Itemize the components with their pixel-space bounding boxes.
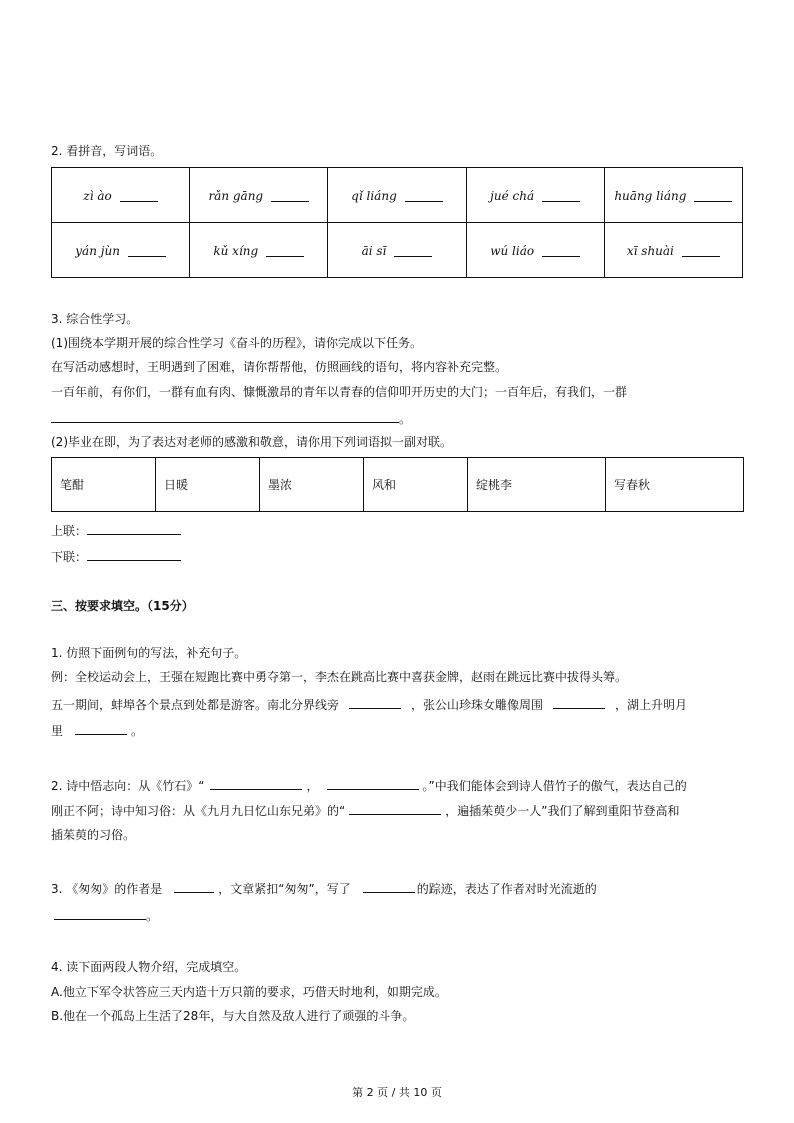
pinyin-text: wú liáo bbox=[490, 244, 535, 258]
q3-paragraph: 一百年前，有你们，一群有血有肉、慷慨激昂的青年以青春的信仰叩开历史的大门；一百年后，有我们，一群 bbox=[51, 385, 628, 399]
answer-blank[interactable] bbox=[553, 696, 605, 709]
text: 。 bbox=[131, 724, 144, 738]
pinyin-cell bbox=[604, 168, 742, 223]
text: 3. 《匆匆》的作者是 bbox=[51, 882, 163, 896]
text: 刚正不阿；诗中知习俗：从《九月九日忆山东兄弟》的“ bbox=[51, 804, 346, 818]
answer-blank[interactable] bbox=[51, 410, 399, 423]
answer-blank[interactable] bbox=[75, 722, 127, 735]
pinyin-text: kǔ xíng bbox=[213, 244, 259, 258]
table-row bbox=[52, 458, 744, 512]
text: ，张公山珍珠女雕像周围 bbox=[411, 698, 544, 712]
s3q2-line bbox=[51, 777, 687, 794]
answer-blank[interactable] bbox=[266, 244, 304, 257]
answer-blank[interactable] bbox=[405, 189, 443, 202]
pinyin-cell bbox=[190, 168, 328, 223]
q3-paragraph: (1)围绕本学期开展的综合性学习《奋斗的历程》，请你完成以下任务。 bbox=[51, 336, 423, 350]
upper-couplet-line bbox=[51, 522, 181, 539]
s3q4-option-b: B.他在一个孤岛上生活了28年，与大自然及敌人进行了顽强的斗争。 bbox=[51, 1009, 415, 1023]
text: ，湖上升明月 bbox=[615, 698, 688, 712]
pinyin-text: qǐ liáng bbox=[351, 189, 397, 203]
answer-blank[interactable] bbox=[542, 244, 580, 257]
answer-blank[interactable] bbox=[87, 522, 181, 535]
upper-couplet-label: 上联： bbox=[51, 524, 88, 538]
answer-blank[interactable] bbox=[542, 189, 580, 202]
q3-title: 3. 综合性学习。 bbox=[51, 312, 139, 326]
lower-couplet-label: 下联： bbox=[51, 550, 88, 564]
answer-blank[interactable] bbox=[128, 244, 166, 257]
answer-blank[interactable] bbox=[210, 777, 302, 790]
text: 。”中我们能体会到诗人借竹子的傲气，表达自己的 bbox=[422, 779, 687, 793]
pinyin-text: zì ào bbox=[83, 189, 112, 203]
pinyin-cell bbox=[604, 223, 742, 278]
pinyin-text: huāng liáng bbox=[614, 189, 687, 203]
pinyin-cell bbox=[190, 223, 328, 278]
pinyin-table bbox=[51, 167, 743, 278]
answer-blank[interactable] bbox=[174, 880, 214, 893]
q2-title: 2. 看拼音，写词语。 bbox=[51, 144, 163, 158]
text: 五一期间，蚌埠各个景点到处都是游客。南北分界线旁 bbox=[51, 698, 340, 712]
pinyin-text: yán jùn bbox=[75, 244, 120, 258]
s3q3-line bbox=[51, 880, 597, 897]
text: 的踪迹，表达了作者对时光流逝的 bbox=[416, 882, 597, 896]
word-cell: 绽桃李 bbox=[468, 458, 606, 512]
word-cell: 笔酣 bbox=[52, 458, 156, 512]
pinyin-cell bbox=[466, 168, 604, 223]
period: 。 bbox=[399, 412, 412, 426]
pinyin-cell bbox=[466, 223, 604, 278]
text: 2. 诗中悟志向：从《竹石》“ bbox=[51, 779, 205, 793]
pinyin-cell bbox=[52, 223, 190, 278]
pinyin-cell bbox=[328, 168, 466, 223]
answer-blank[interactable] bbox=[54, 907, 146, 920]
s3q4-option-a: A.他立下军令状答应三天内造十万只箭的要求，巧借天时地利，如期完成。 bbox=[51, 985, 447, 999]
pinyin-text: xī shuài bbox=[626, 244, 674, 258]
s3q1-line bbox=[51, 696, 687, 713]
word-cell: 墨浓 bbox=[260, 458, 364, 512]
s3q1-line bbox=[51, 722, 143, 739]
section-heading: 三、按要求填空。（15分） bbox=[51, 599, 194, 613]
text: 。 bbox=[146, 909, 159, 923]
pinyin-cell bbox=[328, 223, 466, 278]
q3-paragraph: (2)毕业在即，为了表达对老师的感激和敬意，请你用下列词语拟一副对联。 bbox=[51, 435, 453, 449]
answer-blank[interactable] bbox=[349, 802, 441, 815]
table-row bbox=[52, 223, 743, 278]
answer-blank[interactable] bbox=[271, 189, 309, 202]
s3q4-title: 4. 读下面两段人物介绍，完成填空。 bbox=[51, 960, 247, 974]
text: ， bbox=[306, 779, 319, 793]
s3q3-line bbox=[51, 907, 158, 924]
q3-paragraph: 在写活动感想时，王明遇到了困难，请你帮帮他，仿照画线的语句，将内容补充完整。 bbox=[51, 360, 508, 374]
pinyin-text: jué chá bbox=[490, 189, 535, 203]
text: 里 bbox=[51, 724, 64, 738]
s3q2-line bbox=[51, 802, 679, 819]
answer-blank[interactable] bbox=[694, 189, 732, 202]
table-row bbox=[52, 168, 743, 223]
answer-blank[interactable] bbox=[394, 244, 432, 257]
answer-blank[interactable] bbox=[327, 777, 419, 790]
pinyin-text: āi sī bbox=[361, 244, 387, 258]
answer-blank[interactable] bbox=[87, 548, 181, 561]
s3q1-example: 例：全校运动会上，王强在短跑比赛中勇夺第一，李杰在跳高比赛中喜获金牌，赵雨在跳远比赛中拔得头筹。 bbox=[51, 670, 628, 684]
text: ，文章紧扣“匆匆”，写了 bbox=[218, 882, 351, 896]
word-cell: 风和 bbox=[364, 458, 468, 512]
word-cell: 写春秋 bbox=[606, 458, 744, 512]
lower-couplet-line bbox=[51, 548, 181, 565]
pinyin-cell bbox=[52, 168, 190, 223]
s3q2-line: 插茱萸的习俗。 bbox=[51, 828, 136, 842]
word-cell: 日暖 bbox=[156, 458, 260, 512]
answer-blank[interactable] bbox=[120, 189, 158, 202]
pinyin-text: rǎn gāng bbox=[208, 189, 264, 203]
answer-blank[interactable] bbox=[363, 880, 415, 893]
couplet-words-table bbox=[51, 457, 744, 512]
answer-blank[interactable] bbox=[682, 244, 720, 257]
s3q1-title: 1. 仿照下面例句的写法，补充句子。 bbox=[51, 646, 247, 660]
text: ，遍插茱萸少一人”我们了解到重阳节登高和 bbox=[445, 804, 680, 818]
q3-answer-line bbox=[51, 410, 411, 427]
page-footer: 第 2 页 / 共 10 页 bbox=[352, 1086, 442, 1099]
answer-blank[interactable] bbox=[349, 696, 401, 709]
